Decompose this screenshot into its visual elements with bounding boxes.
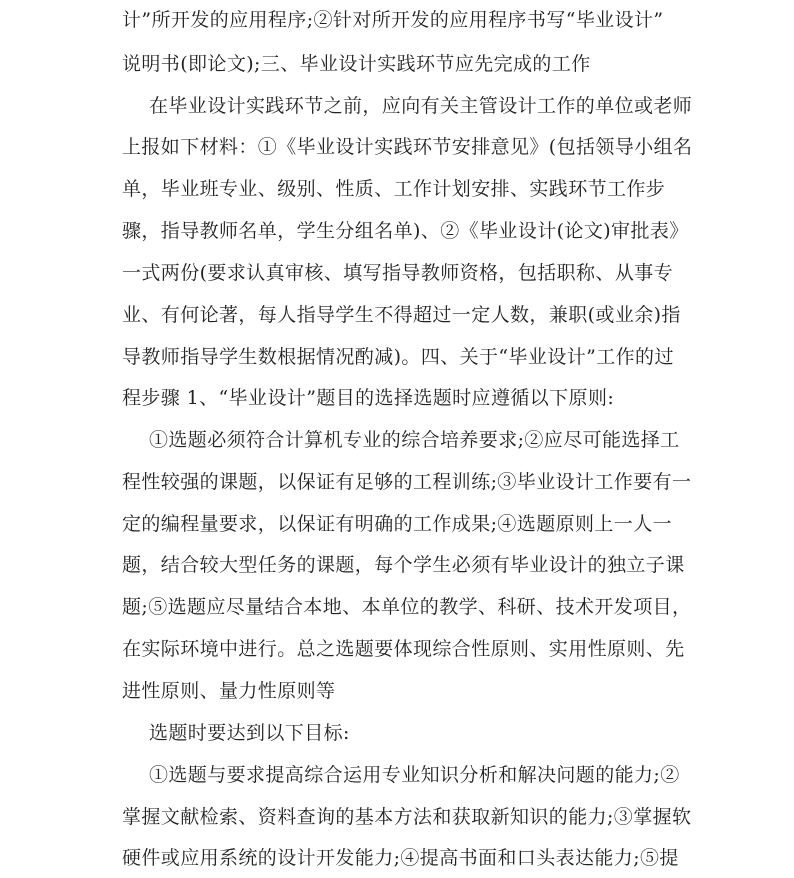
paragraph-start-line: 选题时要达到以下目标:	[149, 722, 350, 744]
text-line: 说明书(即论文);三、毕业设计实践环节应先完成的工作	[122, 53, 591, 75]
text-line: 在实际环境中进行。总之选题要体现综合性原则、实用性原则、先	[122, 638, 685, 660]
text-line: 定的编程量要求，以保证有明确的工作成果;④选题原则上一人一	[122, 513, 673, 535]
text-line: 一式两份(要求认真审核、填写指导教师资格，包括职称、从事专	[122, 262, 674, 284]
text-line: 导教师指导学生数根据情况酌减)。四、关于“毕业设计”工作的过	[122, 346, 674, 368]
paragraph-start-line: ①选题必须符合计算机专业的综合培养要求;②应尽可能选择工	[149, 429, 680, 451]
paragraph-start-line: 在毕业设计实践环节之前，应向有关主管设计工作的单位或老师	[149, 95, 693, 117]
text-line: 题;⑤选题应尽量结合本地、本单位的教学、科研、技术开发项目，	[122, 596, 692, 618]
text-line: 单，毕业班专业、级别、性质、工作计划安排、实践环节工作步	[122, 178, 666, 200]
text-line: 业、有何论著，每人指导学生不得超过一定人数，兼职(或业余)指	[122, 304, 681, 326]
text-line: 上报如下材料：①《毕业设计实践环节安排意见》(包括领导小组名	[122, 136, 693, 158]
text-line: 进性原则、量力性原则等	[122, 680, 336, 702]
text-line: 计”所开发的应用程序;②针对所开发的应用程序书写“毕业设计”	[122, 9, 664, 31]
text-line: 程性较强的课题，以保证有足够的工程训练;③毕业设计工作要有一	[122, 471, 692, 493]
text-line: 硬件或应用系统的设计开发能力;④提高书面和口头表达能力;⑤提	[122, 847, 679, 869]
text-line: 骤，指导教师名单，学生分组名单)、②《毕业设计(论文)审批表》	[122, 220, 689, 242]
paragraph-start-line: ①选题与要求提高综合运用专业知识分析和解决问题的能力;②	[149, 764, 680, 786]
text-line: 程步骤 1、“毕业设计”题目的选择选题时应遵循以下原则:	[122, 387, 615, 409]
text-line: 题，结合较大型任务的课题，每个学生必须有毕业设计的独立子课	[122, 554, 685, 576]
text-line: 掌握文献检索、资料查询的基本方法和获取新知识的能力;③掌握软	[122, 806, 692, 828]
